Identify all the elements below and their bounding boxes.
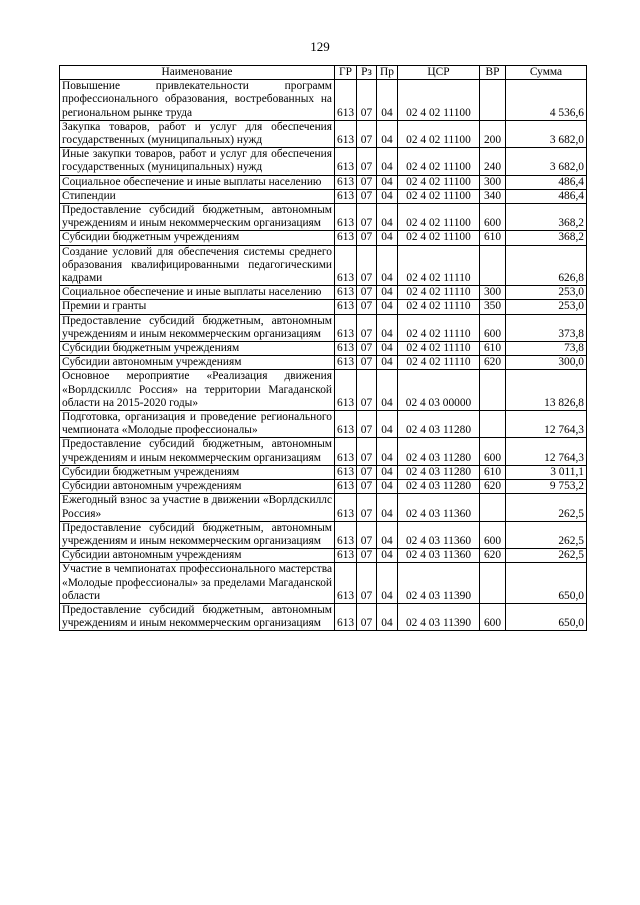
row-csr: 02 4 03 11360 bbox=[398, 549, 480, 563]
row-vr bbox=[480, 494, 506, 521]
row-name: Повышение привлекательности программ профессионального образования, востребованных на региональном рынке труда bbox=[60, 80, 335, 121]
row-vr: 350 bbox=[480, 300, 506, 314]
row-pr: 04 bbox=[377, 356, 398, 370]
row-name: Субсидии бюджетным учреждениям bbox=[60, 342, 335, 356]
table-row bbox=[60, 80, 587, 121]
table-row bbox=[60, 465, 587, 479]
row-gr: 613 bbox=[335, 314, 357, 341]
row-pr: 04 bbox=[377, 148, 398, 175]
row-name: Предоставление субсидий бюджетным, автономным учреждениям и иным некоммерческим организациям bbox=[60, 314, 335, 341]
row-vr: 600 bbox=[480, 204, 506, 231]
table-row bbox=[60, 549, 587, 563]
row-sum: 368,2 bbox=[506, 204, 587, 231]
row-sum: 3 011,1 bbox=[506, 465, 587, 479]
row-csr: 02 4 02 11100 bbox=[398, 175, 480, 189]
table-row bbox=[60, 231, 587, 245]
table-row bbox=[60, 204, 587, 231]
row-pr: 04 bbox=[377, 521, 398, 548]
row-rz: 07 bbox=[357, 411, 377, 438]
row-rz: 07 bbox=[357, 342, 377, 356]
row-vr bbox=[480, 563, 506, 604]
row-vr bbox=[480, 245, 506, 286]
row-sum: 368,2 bbox=[506, 231, 587, 245]
row-name: Предоставление субсидий бюджетным, автономным учреждениям и иным некоммерческим организациям bbox=[60, 438, 335, 465]
row-pr: 04 bbox=[377, 314, 398, 341]
row-gr: 613 bbox=[335, 286, 357, 300]
row-sum: 12 764,3 bbox=[506, 411, 587, 438]
table-row bbox=[60, 314, 587, 341]
row-csr: 02 4 02 11100 bbox=[398, 120, 480, 147]
row-pr: 04 bbox=[377, 80, 398, 121]
table-row bbox=[60, 370, 587, 411]
row-rz: 07 bbox=[357, 300, 377, 314]
row-pr: 04 bbox=[377, 120, 398, 147]
row-rz: 07 bbox=[357, 245, 377, 286]
row-rz: 07 bbox=[357, 148, 377, 175]
row-gr: 613 bbox=[335, 411, 357, 438]
table-row bbox=[60, 480, 587, 494]
row-gr: 613 bbox=[335, 120, 357, 147]
row-vr: 340 bbox=[480, 189, 506, 203]
row-rz: 07 bbox=[357, 314, 377, 341]
table-row bbox=[60, 120, 587, 147]
row-rz: 07 bbox=[357, 521, 377, 548]
row-csr: 02 4 02 11100 bbox=[398, 204, 480, 231]
header-pr: Пр bbox=[377, 66, 398, 80]
row-name: Иные закупки товаров, работ и услуг для обеспечения государственных (муниципальных) нужд bbox=[60, 148, 335, 175]
row-gr: 613 bbox=[335, 80, 357, 121]
row-pr: 04 bbox=[377, 342, 398, 356]
row-rz: 07 bbox=[357, 465, 377, 479]
row-gr: 613 bbox=[335, 245, 357, 286]
row-rz: 07 bbox=[357, 120, 377, 147]
row-rz: 07 bbox=[357, 563, 377, 604]
table-row bbox=[60, 148, 587, 175]
row-vr: 200 bbox=[480, 120, 506, 147]
row-name: Социальное обеспечение и иные выплаты населению bbox=[60, 175, 335, 189]
row-vr: 620 bbox=[480, 480, 506, 494]
table-row bbox=[60, 411, 587, 438]
row-sum: 4 536,6 bbox=[506, 80, 587, 121]
row-gr: 613 bbox=[335, 603, 357, 630]
row-name: Закупка товаров, работ и услуг для обеспечения государственных (муниципальных) нужд bbox=[60, 120, 335, 147]
row-pr: 04 bbox=[377, 563, 398, 604]
row-name: Стипендии bbox=[60, 189, 335, 203]
row-rz: 07 bbox=[357, 80, 377, 121]
table-row bbox=[60, 300, 587, 314]
row-rz: 07 bbox=[357, 356, 377, 370]
row-pr: 04 bbox=[377, 494, 398, 521]
row-csr: 02 4 02 11100 bbox=[398, 80, 480, 121]
table-body bbox=[60, 80, 587, 631]
row-csr: 02 4 02 11110 bbox=[398, 245, 480, 286]
row-rz: 07 bbox=[357, 370, 377, 411]
row-rz: 07 bbox=[357, 231, 377, 245]
table-row bbox=[60, 342, 587, 356]
header-vr: ВР bbox=[480, 66, 506, 80]
row-rz: 07 bbox=[357, 189, 377, 203]
row-gr: 613 bbox=[335, 494, 357, 521]
row-pr: 04 bbox=[377, 549, 398, 563]
row-pr: 04 bbox=[377, 300, 398, 314]
row-sum: 486,4 bbox=[506, 189, 587, 203]
row-rz: 07 bbox=[357, 494, 377, 521]
row-gr: 613 bbox=[335, 342, 357, 356]
row-csr: 02 4 03 11280 bbox=[398, 465, 480, 479]
row-vr: 620 bbox=[480, 549, 506, 563]
row-pr: 04 bbox=[377, 438, 398, 465]
row-name: Субсидии автономным учреждениям bbox=[60, 549, 335, 563]
row-gr: 613 bbox=[335, 231, 357, 245]
row-pr: 04 bbox=[377, 603, 398, 630]
row-rz: 07 bbox=[357, 204, 377, 231]
row-csr: 02 4 02 11110 bbox=[398, 286, 480, 300]
row-csr: 02 4 02 11100 bbox=[398, 231, 480, 245]
row-pr: 04 bbox=[377, 245, 398, 286]
row-gr: 613 bbox=[335, 175, 357, 189]
row-csr: 02 4 02 11100 bbox=[398, 148, 480, 175]
row-name: Премии и гранты bbox=[60, 300, 335, 314]
row-pr: 04 bbox=[377, 175, 398, 189]
row-csr: 02 4 03 11390 bbox=[398, 563, 480, 604]
table-row bbox=[60, 286, 587, 300]
row-gr: 613 bbox=[335, 370, 357, 411]
row-vr bbox=[480, 370, 506, 411]
header-csr: ЦСР bbox=[398, 66, 480, 80]
header-sum: Сумма bbox=[506, 66, 587, 80]
row-vr: 300 bbox=[480, 286, 506, 300]
row-gr: 613 bbox=[335, 356, 357, 370]
row-vr bbox=[480, 411, 506, 438]
row-sum: 3 682,0 bbox=[506, 120, 587, 147]
table-row bbox=[60, 189, 587, 203]
row-name: Предоставление субсидий бюджетным, автономным учреждениям и иным некоммерческим организациям bbox=[60, 603, 335, 630]
row-name: Основное мероприятие «Реализация движения «Ворлдскиллс Россия» на территории Магаданской области на 2015-2020 годы» bbox=[60, 370, 335, 411]
row-vr: 600 bbox=[480, 521, 506, 548]
row-vr: 600 bbox=[480, 438, 506, 465]
row-name: Предоставление субсидий бюджетным, автономным учреждениям и иным некоммерческим организациям bbox=[60, 204, 335, 231]
row-sum: 486,4 bbox=[506, 175, 587, 189]
row-csr: 02 4 02 11110 bbox=[398, 300, 480, 314]
row-csr: 02 4 02 11110 bbox=[398, 314, 480, 341]
row-sum: 12 764,3 bbox=[506, 438, 587, 465]
header-gr: ГР bbox=[335, 66, 357, 80]
row-vr: 600 bbox=[480, 314, 506, 341]
row-name: Создание условий для обеспечения системы среднего образования квалифицированными педагогическими кадрами bbox=[60, 245, 335, 286]
row-name: Участие в чемпионатах профессионального мастерства «Молодые профессионалы» за пределами Магаданской области bbox=[60, 563, 335, 604]
row-name: Ежегодный взнос за участие в движении «Ворлдскиллс Россия» bbox=[60, 494, 335, 521]
row-sum: 73,8 bbox=[506, 342, 587, 356]
row-sum: 650,0 bbox=[506, 563, 587, 604]
row-pr: 04 bbox=[377, 231, 398, 245]
row-sum: 3 682,0 bbox=[506, 148, 587, 175]
row-csr: 02 4 03 11280 bbox=[398, 411, 480, 438]
row-gr: 613 bbox=[335, 549, 357, 563]
row-sum: 262,5 bbox=[506, 549, 587, 563]
row-csr: 02 4 02 11110 bbox=[398, 342, 480, 356]
row-name: Субсидии бюджетным учреждениям bbox=[60, 231, 335, 245]
row-name: Субсидии бюджетным учреждениям bbox=[60, 465, 335, 479]
row-vr: 300 bbox=[480, 175, 506, 189]
row-pr: 04 bbox=[377, 465, 398, 479]
table-row bbox=[60, 245, 587, 286]
budget-table bbox=[59, 65, 587, 631]
row-name: Субсидии автономным учреждениям bbox=[60, 480, 335, 494]
row-pr: 04 bbox=[377, 411, 398, 438]
row-pr: 04 bbox=[377, 286, 398, 300]
row-gr: 613 bbox=[335, 438, 357, 465]
row-rz: 07 bbox=[357, 603, 377, 630]
row-sum: 253,0 bbox=[506, 286, 587, 300]
row-sum: 253,0 bbox=[506, 300, 587, 314]
row-vr: 620 bbox=[480, 356, 506, 370]
row-vr: 240 bbox=[480, 148, 506, 175]
row-pr: 04 bbox=[377, 204, 398, 231]
row-rz: 07 bbox=[357, 175, 377, 189]
row-name: Предоставление субсидий бюджетным, автономным учреждениям и иным некоммерческим организациям bbox=[60, 521, 335, 548]
row-sum: 650,0 bbox=[506, 603, 587, 630]
table-header bbox=[60, 66, 587, 80]
row-sum: 262,5 bbox=[506, 494, 587, 521]
row-csr: 02 4 02 11100 bbox=[398, 189, 480, 203]
row-sum: 373,8 bbox=[506, 314, 587, 341]
row-rz: 07 bbox=[357, 286, 377, 300]
row-gr: 613 bbox=[335, 563, 357, 604]
row-sum: 626,8 bbox=[506, 245, 587, 286]
row-rz: 07 bbox=[357, 549, 377, 563]
table-row bbox=[60, 603, 587, 630]
row-csr: 02 4 03 11360 bbox=[398, 521, 480, 548]
row-name: Социальное обеспечение и иные выплаты населению bbox=[60, 286, 335, 300]
row-sum: 300,0 bbox=[506, 356, 587, 370]
header-name: Наименование bbox=[60, 66, 335, 80]
row-vr: 610 bbox=[480, 465, 506, 479]
page-number: 129 bbox=[310, 39, 330, 54]
table-row bbox=[60, 438, 587, 465]
row-gr: 613 bbox=[335, 480, 357, 494]
row-rz: 07 bbox=[357, 438, 377, 465]
row-pr: 04 bbox=[377, 370, 398, 411]
row-csr: 02 4 03 00000 bbox=[398, 370, 480, 411]
row-vr: 600 bbox=[480, 603, 506, 630]
row-gr: 613 bbox=[335, 465, 357, 479]
row-sum: 262,5 bbox=[506, 521, 587, 548]
row-csr: 02 4 02 11110 bbox=[398, 356, 480, 370]
row-sum: 13 826,8 bbox=[506, 370, 587, 411]
row-vr bbox=[480, 80, 506, 121]
row-vr: 610 bbox=[480, 231, 506, 245]
row-sum: 9 753,2 bbox=[506, 480, 587, 494]
row-pr: 04 bbox=[377, 189, 398, 203]
row-csr: 02 4 03 11360 bbox=[398, 494, 480, 521]
row-gr: 613 bbox=[335, 300, 357, 314]
table-row bbox=[60, 494, 587, 521]
row-gr: 613 bbox=[335, 148, 357, 175]
row-gr: 613 bbox=[335, 521, 357, 548]
row-gr: 613 bbox=[335, 204, 357, 231]
table-row bbox=[60, 175, 587, 189]
row-name: Подготовка, организация и проведение регионального чемпионата «Молодые профессионалы» bbox=[60, 411, 335, 438]
row-rz: 07 bbox=[357, 480, 377, 494]
row-pr: 04 bbox=[377, 480, 398, 494]
row-csr: 02 4 03 11390 bbox=[398, 603, 480, 630]
table-row bbox=[60, 356, 587, 370]
row-name: Субсидии автономным учреждениям bbox=[60, 356, 335, 370]
header-rz: Рз bbox=[357, 66, 377, 80]
row-gr: 613 bbox=[335, 189, 357, 203]
row-csr: 02 4 03 11280 bbox=[398, 438, 480, 465]
row-vr: 610 bbox=[480, 342, 506, 356]
table-row bbox=[60, 563, 587, 604]
row-csr: 02 4 03 11280 bbox=[398, 480, 480, 494]
table-row bbox=[60, 521, 587, 548]
